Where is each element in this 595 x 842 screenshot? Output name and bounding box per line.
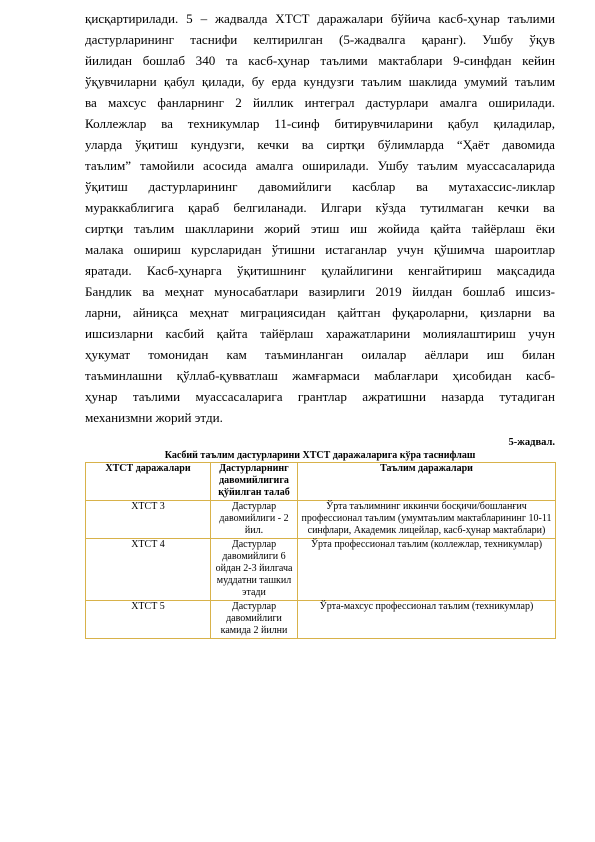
paragraph-line: ҳукумат томонидан кам таъминланган оилалар аёллари иш билан (85, 347, 555, 362)
table-row (86, 539, 556, 601)
cell-level: ХТСТ 5 (86, 601, 211, 639)
paragraph-line: ва махсус фанларнинг 2 йиллик интеграл дастурлари амалга оширилади. (85, 95, 555, 110)
cell-duration: Дастурлар давомийлиги камида 2 йилни (211, 601, 298, 639)
body-paragraph (85, 8, 555, 428)
paragraph-line: дастурларининг таснифи келтирилган (5-жадвалга қаранг). Ушбу ўқув (85, 32, 555, 47)
paragraph-line: механизмни жорий этди. (85, 410, 223, 425)
paragraph-line: таъминлашни қўллаб-қувватлаш жамғармаси маблағлари ҳисобидан касб- (85, 368, 555, 383)
paragraph-line: Коллежлар ва техникумлар 11-синф битирувчиларини қабул қиладилар, (85, 116, 555, 131)
paragraph-line: қисқартирилади. 5 – жадвалда ХТСТ даражалари бўйича касб-ҳунар таълими (85, 11, 555, 26)
table-number: 5-жадвал. (508, 437, 555, 448)
paragraph-line: малака ошириш курсларидан ўтишни истаганлар учун қўшимча шароитлар (85, 242, 555, 257)
cell-education: Ўрта профессионал таълим (коллежлар, техникумлар) (298, 539, 556, 601)
paragraph-line: ларни, айниқса меҳнат миграциясидан қайтган фуқароларни, қизларни ва (85, 305, 555, 320)
paragraph-line: яратади. Касб-ҳунарга ўқитишнинг қулайлигини кенгайтириш мақсадида (85, 263, 555, 278)
paragraph-line: таълим” тамойили асосида амалга оширилади. Ушбу таълим муассасаларида (85, 158, 555, 173)
table-row (86, 501, 556, 539)
cell-level: ХТСТ 4 (86, 539, 211, 601)
header-levels: ХТСТ даражалари (86, 463, 211, 501)
paragraph-line: ўқувчиларни қабул қилади, бу ерда кундузги таълим шаклида умумий таълим (85, 74, 555, 89)
paragraph-line: йилидан бошлаб 340 та касб-ҳунар таълими мактаблари 9-синфдан кейин (85, 53, 555, 68)
paragraph-line: сиртқи таълим шаклларини жорий этиш иш жойида қайта тайёрлаш ёки (85, 221, 555, 236)
header-education: Таълим даражалари (298, 463, 556, 501)
levels-table (85, 462, 556, 639)
paragraph-line: ҳунар таълими муассасаларига грантлар ажратишни назарда тутадиган (85, 389, 555, 404)
cell-education: Ўрта-махсус профессионал таълим (техникумлар) (298, 601, 556, 639)
cell-duration: Дастурлар давомийлиги 6 ойдан 2-3 йилгача муддатни ташкил этади (211, 539, 298, 601)
cell-duration: Дастурлар давомийлиги - 2 йил. (211, 501, 298, 539)
cell-education: Ўрта таълимнинг иккинчи босқичи/бошланғич профессионал таълим (умумтаълим мактабларининг 10-11 синфлари, Академик лицейлар, касб-ҳунар мактаблари) (298, 501, 556, 539)
paragraph-line: ўқитиш дастурларининг давомийлиги касблар ва мутахассис-ликлар (85, 179, 555, 194)
table-header-row (86, 463, 556, 501)
paragraph-line: Бандлик ва меҳнат муносабатлари вазирлиги 2019 йилдан бошлаб ишсиз- (85, 284, 555, 299)
paragraph-line: уларда ўқитиш кундузги, кечки ва сиртқи бўлимларда “Ҳаёт давомида (85, 137, 555, 152)
header-duration: Дастурларнинг давомийлигига қўйилган талаб (211, 463, 298, 501)
paragraph-line: ишсизларни касбий қайта тайёрлаш харажатларини молиялаштириш учун (85, 326, 555, 341)
table-row (86, 601, 556, 639)
cell-level: ХТСТ 3 (86, 501, 211, 539)
document-page (85, 8, 555, 639)
paragraph-line: мураккаблигига қараб белгиланади. Илгари кўзда тутилмаган кечки ва (85, 200, 555, 215)
table-caption: Касбий таълим дастурларини ХТСТ даражаларига кўра таснифлаш (164, 450, 476, 461)
